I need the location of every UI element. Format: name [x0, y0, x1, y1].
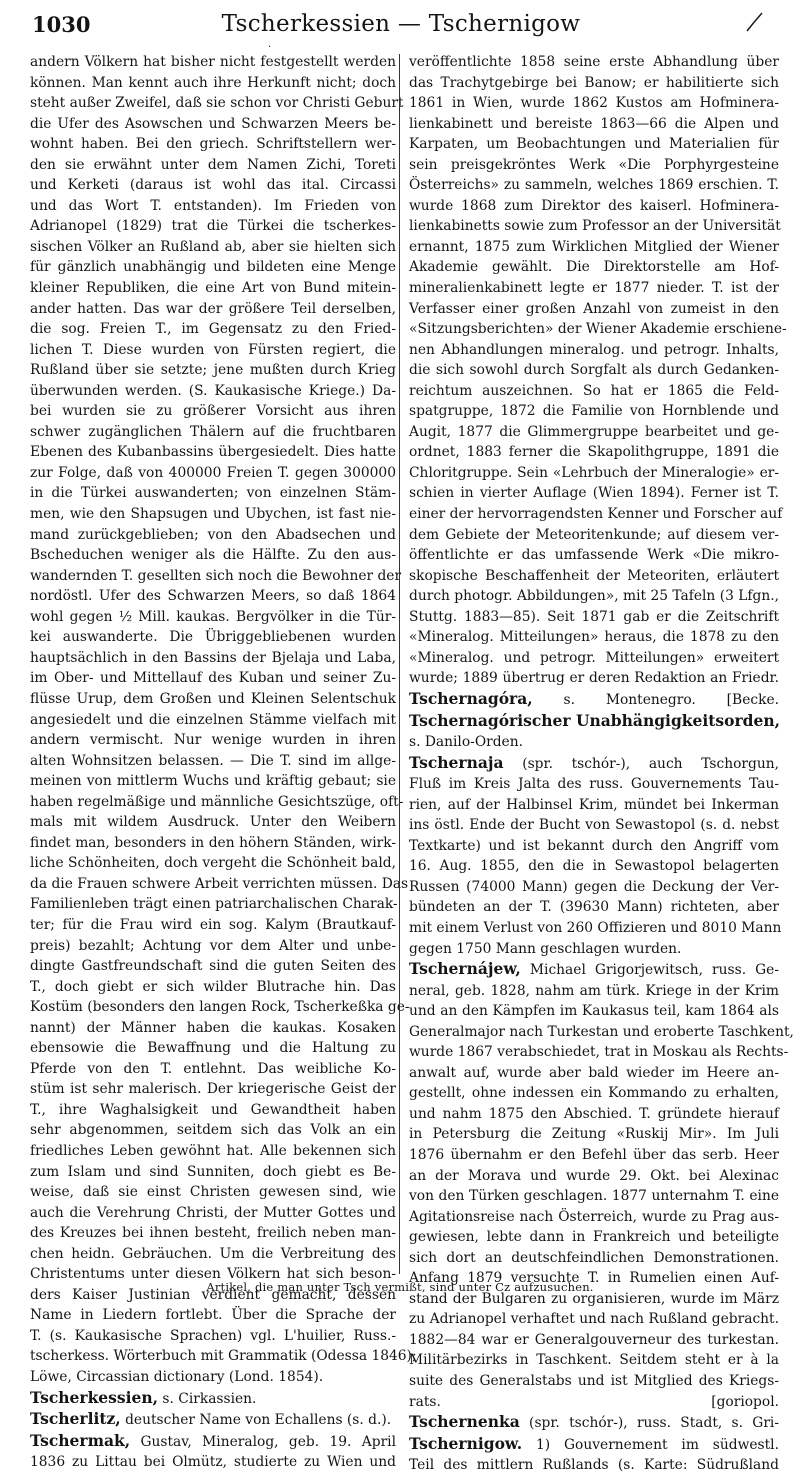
text-line — [30, 237, 396, 258]
text-line — [409, 856, 779, 877]
page-number: 1030 — [32, 12, 91, 37]
line-text: mineralienkabinett legte er 1877 nieder. T. ist der — [409, 280, 779, 297]
line-text: Löwe, Circassian dictionary (Lond. 1854). — [30, 1369, 324, 1385]
text-line — [409, 196, 779, 217]
text-line — [409, 340, 779, 361]
line-text: lienkabinetts sowie zum Professor an der Universität — [409, 218, 781, 235]
text-line — [30, 689, 396, 710]
line-text: preis) bezahlt; Achtung vor dem Alter und unbe- — [30, 937, 396, 954]
text-line — [30, 627, 396, 648]
text-line — [30, 175, 396, 196]
text-line — [30, 340, 396, 361]
line-text: schien in vierter Auflage (Wien 1894). Ferner ist T. — [409, 485, 779, 502]
text-line — [30, 730, 396, 751]
text-line — [30, 1059, 396, 1080]
line-text: s. Cirkassien. — [158, 1390, 257, 1407]
text-line — [409, 237, 779, 258]
line-text: ter; für die Frau wird ein sog. Kalym (Brautkauf- — [30, 916, 396, 933]
text-line — [409, 483, 779, 504]
text-line — [409, 1145, 779, 1166]
text-line — [409, 216, 779, 237]
text-line — [30, 792, 404, 813]
line-text: sich dort an deutschfeindlichen Demonstrationen. — [409, 1249, 779, 1266]
text-line — [30, 1346, 417, 1367]
text-line — [409, 52, 779, 73]
line-text: men, wie den Shapsugen und Ubychen, ist fast nie- — [30, 506, 396, 523]
text-line — [30, 1038, 396, 1059]
text-line — [30, 401, 396, 422]
line-text: s. Danilo-Orden. — [409, 734, 523, 751]
text-line — [409, 795, 779, 816]
line-text: kleiner Republiken, die eine Art von Bund mitein- — [30, 280, 396, 297]
text-line — [30, 1452, 396, 1473]
print-dot: · — [268, 42, 272, 53]
text-line — [30, 93, 404, 114]
text-line — [30, 114, 396, 135]
line-text: ebensowie die Bewaffnung und die Haltung zu — [30, 1040, 396, 1057]
entry-headword: Tschernájew, — [409, 959, 521, 979]
line-text: von den Türken geschlagen. 1877 unternahm T. eine — [409, 1188, 779, 1205]
text-line — [30, 381, 396, 402]
line-text: bei wurden sie zu größerer Vorsicht aus ihren — [30, 403, 396, 420]
line-text: friedliches Leben gewöhnt hat. Alle bekennen sich — [30, 1142, 396, 1159]
line-text: für gänzlich unabhängig und bildeten eine Menge — [30, 259, 396, 276]
text-line — [409, 918, 782, 939]
line-text: suite des Generalstabs und ist Mitglied des Kriegs- — [409, 1373, 779, 1389]
text-line — [409, 401, 779, 422]
text-line — [409, 939, 779, 960]
text-line — [30, 134, 396, 155]
line-text: können. Man kennt auch ihre Herkunft nicht; doch — [30, 74, 396, 91]
right-column — [409, 52, 794, 1476]
text-line — [409, 1392, 779, 1413]
text-line — [409, 1330, 779, 1351]
text-line — [409, 774, 779, 795]
text-line — [30, 52, 396, 73]
line-text: stüm ist sehr malerisch. Der kriegerische Geist der — [30, 1081, 396, 1098]
text-line — [30, 1367, 396, 1388]
line-text: zur Folge, daß von 400000 Freien T. gegen 300000 — [30, 464, 396, 481]
line-text: skopische Beschaffenheit der Meteoriten, erläutert — [409, 567, 779, 584]
line-text: einer der hervorragendsten Kenner und Forscher auf — [409, 506, 783, 523]
text-line — [409, 1042, 789, 1063]
line-text: hauptsächlich in den Bassins der Bjelaja und Laba, — [30, 649, 396, 666]
text-line — [30, 545, 396, 566]
line-text: sischen Völker an Rußland ab, aber sie hielten sich — [30, 238, 396, 255]
entry-headword: Tschernaja — [409, 752, 504, 772]
line-text: chen heidn. Gebräuchen. Um die Verbreitung des — [30, 1245, 396, 1262]
line-text: im Ober- und Mittellauf des Kuban und seiner Zu- — [30, 670, 396, 687]
text-line — [30, 1182, 396, 1203]
text-line — [409, 442, 779, 463]
line-text: zu Adrianopel verhaftet und nach Rußland gebracht. — [409, 1311, 779, 1328]
text-line — [30, 1409, 396, 1431]
line-text: in Petersburg die Zeitung «Ruskij Mir». Im Juli — [409, 1126, 779, 1143]
pen-mark-icon — [744, 10, 764, 34]
text-line — [30, 196, 396, 217]
line-text: s. Montenegro. [Becke. — [532, 691, 779, 708]
line-text: Generalmajor nach Turkestan und eroberte Taschkent, — [409, 1023, 794, 1040]
line-text: Karpaten, um Beobachtungen und Materialien für — [409, 136, 779, 153]
line-text: Agitationsreise nach Österreich, wurde zu Prag aus- — [409, 1208, 779, 1225]
text-line — [30, 504, 396, 525]
line-text: Österreichs» zu sammeln, welches 1869 erschien. T. — [409, 177, 779, 194]
line-text: lichen T. Diese wurden von Fürsten regiert, die — [30, 341, 396, 358]
line-text: ordnet, 1883 ferner die Skapolithgruppe, 1891 die — [409, 444, 779, 461]
page-header — [30, 6, 772, 44]
line-text: lienkabinett und bereiste 1863—66 die Alpen und — [409, 115, 779, 132]
line-text: «Sitzungsberichten» der Wiener Akademie erschiene- — [409, 321, 787, 338]
text-line — [409, 1434, 779, 1456]
line-text: Stuttg. 1883—85). Seit 1871 gab er die Zeitschrift — [409, 608, 779, 625]
text-line — [30, 710, 396, 731]
line-text: (spr. tschór-), russ. Stadt, s. Gri- — [519, 1415, 779, 1432]
text-line — [409, 1186, 779, 1207]
line-text: nen Abhandlungen mineralog. und petrogr. Inhalts, — [409, 341, 779, 358]
entry-headword: Tschermak, — [30, 1430, 131, 1450]
line-text: Rußland über sie setzte; jene mußten durch Krieg — [30, 362, 396, 379]
line-text: Adrianopel (1829) trat die Türkei die tscherkes- — [30, 218, 396, 235]
text-line — [30, 155, 396, 176]
line-text: wohl gegen ½ Mill. kaukas. Bergvölker in die Tür- — [30, 608, 396, 625]
text-line — [30, 1018, 396, 1039]
text-line — [409, 836, 779, 857]
text-line — [30, 586, 396, 607]
text-line — [409, 877, 779, 898]
line-text: 1) Gouvernement im südwestl. — [522, 1436, 779, 1453]
line-text: ernannt, 1875 zum Wirklichen Mitglied der Wiener — [409, 238, 779, 255]
line-text: Familienleben trägt einen patriarchalischen Charak- — [30, 896, 398, 913]
line-text: bündeten an der T. (39630 Mann) richteten, aber — [409, 899, 779, 916]
line-text: Kostüm (besonders den langen Rock, Tscherkeßka ge- — [30, 999, 410, 1016]
text-line — [30, 1100, 396, 1121]
line-text: T. (s. Kaukasische Sprachen) vgl. L'huilier, Russ.- — [30, 1327, 396, 1344]
text-line — [409, 1309, 779, 1330]
line-text: anwalt auf, wurde aber bald wieder im Heere an- — [409, 1064, 779, 1081]
text-line — [409, 134, 779, 155]
line-text: Bscheduchen weniger als die Hälfte. Zu den aus- — [30, 547, 396, 564]
line-text: mand zurückgeblieben; von den Abadsechen und — [30, 526, 396, 543]
entry-headword: Tschernenka — [409, 1412, 520, 1432]
line-text: veröffentlichte 1858 seine erste Abhandlung über — [409, 54, 779, 70]
text-line — [409, 668, 779, 689]
text-line — [30, 1305, 396, 1326]
line-text: rien, auf der Halbinsel Krim, mündet bei Inkerman — [409, 796, 779, 813]
text-line — [409, 278, 779, 299]
text-line — [409, 1227, 779, 1248]
line-text: rats. [goriopol. — [409, 1393, 779, 1410]
text-line — [30, 833, 396, 854]
text-line — [30, 648, 396, 669]
line-text: andern vermischt. Nur wenige wurden in ihren — [30, 732, 396, 749]
text-line — [409, 525, 779, 546]
text-line — [30, 915, 396, 936]
line-text: weise, daß sie einst Christen gewesen sind, wie — [30, 1184, 396, 1201]
text-line — [409, 1371, 779, 1392]
text-line — [30, 812, 396, 833]
entry-headword: Tschernagórischer Unabhängigkeitsorden, — [409, 710, 781, 730]
line-text: Ebenen des Kubanbassins übergesiedelt. Dies hatte — [30, 444, 396, 461]
text-line — [409, 257, 779, 278]
text-line — [409, 422, 779, 443]
line-text: und nahm 1875 den Abschied. T. gründete hierauf — [409, 1105, 779, 1122]
line-text: den sie erwähnt unter dem Namen Zichi, Toreti — [30, 156, 396, 173]
text-line — [409, 1104, 779, 1125]
text-line — [409, 1022, 794, 1043]
text-line — [409, 732, 779, 753]
text-line — [30, 751, 396, 772]
text-line — [30, 894, 396, 915]
line-text: tscherkess. Wörterbuch mit Grammatik (Odessa 1846); — [30, 1348, 417, 1365]
text-line — [409, 897, 779, 918]
text-line — [409, 1124, 779, 1145]
line-text: steht außer Zweifel, daß sie schon vor Christi Geburt — [30, 95, 404, 112]
line-text: durch photogr. Abbildungen», mit 25 Tafeln (3 Lfgn., — [409, 588, 780, 605]
text-line — [30, 566, 402, 587]
text-line — [30, 299, 396, 320]
line-text: Gustav, Mineralog, geb. 19. April — [130, 1433, 396, 1450]
line-text: mit einem Verlust von 260 Offizieren und 8010 Mann — [409, 919, 782, 936]
text-line — [30, 1162, 396, 1183]
line-text: das Trachytgebirge bei Banow; er habilitierte sich — [409, 74, 779, 91]
text-line — [30, 977, 396, 998]
text-line — [409, 175, 779, 196]
text-line — [409, 753, 779, 775]
line-text: gegen 1750 Mann geschlagen wurden. — [409, 940, 682, 957]
line-text: sehr abgenommen, seitdem sich das Volk an ein — [30, 1122, 396, 1139]
text-line — [409, 959, 779, 981]
line-text: Pferde von den T. entlehnt. Das weibliche Ko- — [30, 1060, 396, 1077]
line-text: 1861 in Wien, wurde 1862 Kustos am Hofminera- — [409, 95, 779, 112]
entry-headword: Tschernigow. — [409, 1433, 523, 1453]
line-text: in die Türkei auswanderten; von einzelnen Stäm- — [30, 485, 396, 502]
entry-headword: Tscherlitz, — [30, 1409, 121, 1429]
line-text: «Mineralog. und petrogr. Mitteilungen» erweitert — [409, 649, 779, 666]
line-text: «Mineralog. Mitteilungen» heraus, die 1878 zu den — [409, 629, 779, 646]
text-line — [409, 566, 779, 587]
line-text: Anfang 1879 versuchte T. in Rumelien einen Auf- — [409, 1270, 779, 1287]
line-text: neral, geb. 1828, nahm am türk. Kriege in der Krim — [409, 982, 779, 999]
line-text: des Kreuzes bei ihnen besteht, freilich neben man- — [30, 1225, 396, 1242]
line-text: Verfasser einer großen Anzahl von zumeist in den — [409, 300, 779, 317]
line-text: Name in Liedern fortlebt. Über die Sprache der — [30, 1307, 396, 1324]
line-text: T., doch giebt er sich wilder Blutrache hin. Das — [30, 978, 396, 995]
text-line — [30, 771, 396, 792]
text-line — [30, 853, 396, 874]
line-text: da die Frauen schwere Arbeit verrichten müssen. Das — [30, 875, 409, 892]
line-text: ins östl. Ende der Bucht von Sewastopol (s. d. nebst — [409, 817, 779, 834]
text-line — [30, 319, 396, 340]
line-text: dem Gebiete der Meteoritenkunde; auf diesem ver- — [409, 526, 779, 543]
line-text: reichtum auszeichnen. So hat er 1865 die Feld- — [409, 382, 779, 399]
line-text: Michael Grigorjewitsch, russ. Ge- — [520, 962, 779, 979]
line-text: sein preisgekröntes Werk «Die Porphyrgesteine — [409, 156, 779, 173]
text-line — [30, 874, 409, 895]
line-text: zum Islam und sind Sunniten, doch giebt es Be- — [30, 1163, 396, 1180]
text-line — [30, 360, 396, 381]
line-text: (spr. tschór-), auch Tschorgun, — [503, 755, 779, 772]
text-line — [409, 1207, 779, 1228]
line-text: auch die Verehrung Christi, der Mutter Gottes und — [30, 1204, 396, 1221]
line-text: 1882—84 war er Generalgouverneur des turkestan. — [409, 1331, 779, 1348]
page-title: Tscherkessien — Tschernigow — [221, 11, 581, 37]
text-line — [409, 1166, 779, 1187]
line-text: Russen (74000 Mann) gegen die Deckung der Ver- — [409, 878, 779, 895]
text-line — [409, 73, 779, 94]
text-line — [30, 257, 396, 278]
line-text: öffentlichte er das umfassende Werk «Die mikro- — [409, 547, 779, 564]
text-line — [30, 1388, 396, 1410]
line-text: und Kerketi (daraus ist wohl das ital. Circassi — [30, 177, 396, 194]
line-text: liche Schönheiten, doch vergeht die Schönheit bald, — [30, 855, 396, 872]
line-text: wandernden T. gesellten sich noch die Bewohner der — [30, 567, 402, 584]
line-text: ders Kaiser Justinian verdient gemacht, dessen — [30, 1286, 396, 1303]
line-text: kei auswanderte. Die Übriggebliebenen wurden — [30, 629, 396, 646]
text-line — [409, 1412, 779, 1434]
text-line — [409, 1455, 779, 1476]
page-footer-note: Artikel, die man unter Tsch vermißt, sind unter Cz aufzusuchen. — [206, 1280, 594, 1294]
line-text: andern Völkern hat bisher nicht festgestellt werden — [30, 54, 396, 70]
text-line — [30, 483, 396, 504]
text-line — [30, 936, 396, 957]
text-line — [409, 1350, 779, 1371]
text-line — [30, 997, 410, 1018]
line-text: wurde 1867 verabschiedet, trat in Moskau als Rechts- — [409, 1044, 789, 1061]
line-text: Akademie gewählt. Die Direktorstelle am Hof- — [409, 259, 779, 276]
line-text: T., ihre Waghalsigkeit und Gewandtheit haben — [30, 1101, 396, 1118]
line-text: Fluß im Kreis Jalta des russ. Gouvernements Tau- — [409, 776, 779, 793]
text-line — [30, 1079, 396, 1100]
line-text: Textkarte) und ist bekannt durch den Angriff vom — [409, 837, 779, 854]
line-text: wohnt haben. Bei den griech. Schriftstellern wer- — [30, 136, 396, 153]
line-text: und das Wort T. entstanden). Im Frieden von — [30, 197, 396, 214]
text-line — [409, 607, 779, 628]
line-text: an der Morava und wurde 29. Okt. bei Alexinac — [409, 1167, 779, 1184]
line-text: Augit, 1877 die Glimmergruppe bearbeitet und ge- — [409, 423, 779, 440]
text-line — [30, 442, 396, 463]
line-text: 1876 übernahm er den Befehl über das serb. Heer — [409, 1146, 779, 1163]
line-text: und an den Kämpfen im Kaukasus teil, kam 1864 als — [409, 1003, 779, 1020]
line-text: gewiesen, lebte dann in Frankreich und beteiligte — [409, 1229, 779, 1246]
text-line — [409, 1083, 779, 1104]
line-text: 1836 zu Littau bei Olmütz, studierte zu Wien und — [30, 1454, 396, 1471]
text-line — [409, 1001, 779, 1022]
line-text: alten Wohnsitzen belassen. — Die T. sind im allge- — [30, 752, 396, 769]
text-line — [30, 1141, 396, 1162]
text-line — [409, 586, 779, 607]
text-line — [409, 1248, 779, 1269]
line-text: mals mit wildem Ausdruck. Unter den Weibern — [30, 814, 396, 831]
line-text: spatgruppe, 1872 die Familie von Hornblende und — [409, 403, 779, 420]
text-line — [409, 381, 779, 402]
line-text: angesiedelt und die einzelnen Stämme vielfach mit — [30, 711, 396, 728]
text-line — [30, 1120, 396, 1141]
text-line — [409, 504, 783, 525]
text-line — [409, 463, 779, 484]
line-text: Militärbezirks in Taschkent. Seitdem steht er à la — [409, 1352, 779, 1369]
text-line — [409, 93, 779, 114]
line-text: findet man, besonders in den höhern Ständen, wirk- — [30, 834, 396, 851]
line-text: gestellt, ohne indessen ein Kommando zu erhalten, — [409, 1085, 779, 1102]
line-text: stand der Bulgaren zu organisieren, wurde im März — [409, 1290, 779, 1307]
text-line — [409, 360, 779, 381]
text-line — [30, 1326, 396, 1347]
line-text: haben regelmäßige und männliche Gesichtszüge, oft- — [30, 793, 404, 810]
text-line — [30, 607, 396, 628]
text-line — [30, 1203, 396, 1224]
line-text: die sog. Freien T., im Gegensatz zu den Fried- — [30, 321, 396, 338]
text-line — [30, 1244, 396, 1265]
line-text: deutscher Name von Echallens (s. d.). — [120, 1412, 392, 1429]
column-divider — [399, 54, 400, 1274]
text-line — [30, 278, 396, 299]
line-text: flüsse Urup, dem Großen und Kleinen Selentschuk — [30, 690, 396, 707]
text-line — [409, 711, 779, 733]
entry-headword: Tscherkessien, — [30, 1387, 159, 1407]
text-line — [30, 1223, 396, 1244]
line-text: ander hatten. Das war der größere Teil derselben, — [30, 300, 396, 317]
line-text: Chloritgruppe. Sein «Lehrbuch der Mineralogie» er- — [409, 464, 779, 481]
text-line — [30, 73, 396, 94]
text-line — [409, 1063, 779, 1084]
line-text: schwer zugänglichen Thälern auf die fruchtbaren — [30, 423, 396, 440]
text-line — [409, 155, 779, 176]
text-line — [30, 525, 396, 546]
line-text: wurde 1868 zum Direktor des kaiserl. Hofminera- — [409, 197, 779, 214]
text-line — [409, 815, 779, 836]
line-text: Teil des mittlern Rußlands (s. Karte: Südrußland — [409, 1457, 779, 1474]
text-line — [409, 627, 779, 648]
text-line — [30, 463, 396, 484]
text-line — [409, 689, 779, 711]
line-text: die sich sowohl durch Sorgfalt als durch Gedanken- — [409, 362, 779, 379]
text-line — [409, 114, 779, 135]
text-line — [409, 981, 779, 1002]
text-line — [30, 956, 396, 977]
line-text: Christentums unter diesen Völkern hat sich beson- — [30, 1266, 396, 1283]
line-text: 16. Aug. 1855, den die in Sewastopol belagerten — [409, 858, 779, 875]
text-line — [30, 422, 396, 443]
line-text: die Ufer des Asowschen und Schwarzen Meers be- — [30, 115, 396, 132]
line-text: dingte Gastfreundschaft sind die guten Seiten des — [30, 958, 396, 975]
text-line — [409, 648, 779, 669]
text-line — [30, 1431, 396, 1453]
text-line — [409, 319, 787, 340]
line-text: nannt) der Männer haben die kaukas. Kosaken — [30, 1019, 396, 1036]
line-text: überwunden werden. (S. Kaukasische Kriege.) Da- — [30, 382, 396, 399]
text-line — [30, 668, 396, 689]
text-line — [30, 216, 396, 237]
text-line — [409, 299, 779, 320]
text-line — [409, 545, 779, 566]
line-text: meinen von mittlerm Wuchs und kräftig gebaut; sie — [30, 773, 396, 790]
entry-headword: Tschernagóra, — [409, 688, 533, 708]
line-text: wurde; 1889 übertrug er deren Redaktion an Friedr. — [409, 670, 779, 687]
line-text: nordöstl. Ufer des Schwarzen Meers, so daß 1864 — [30, 588, 396, 605]
